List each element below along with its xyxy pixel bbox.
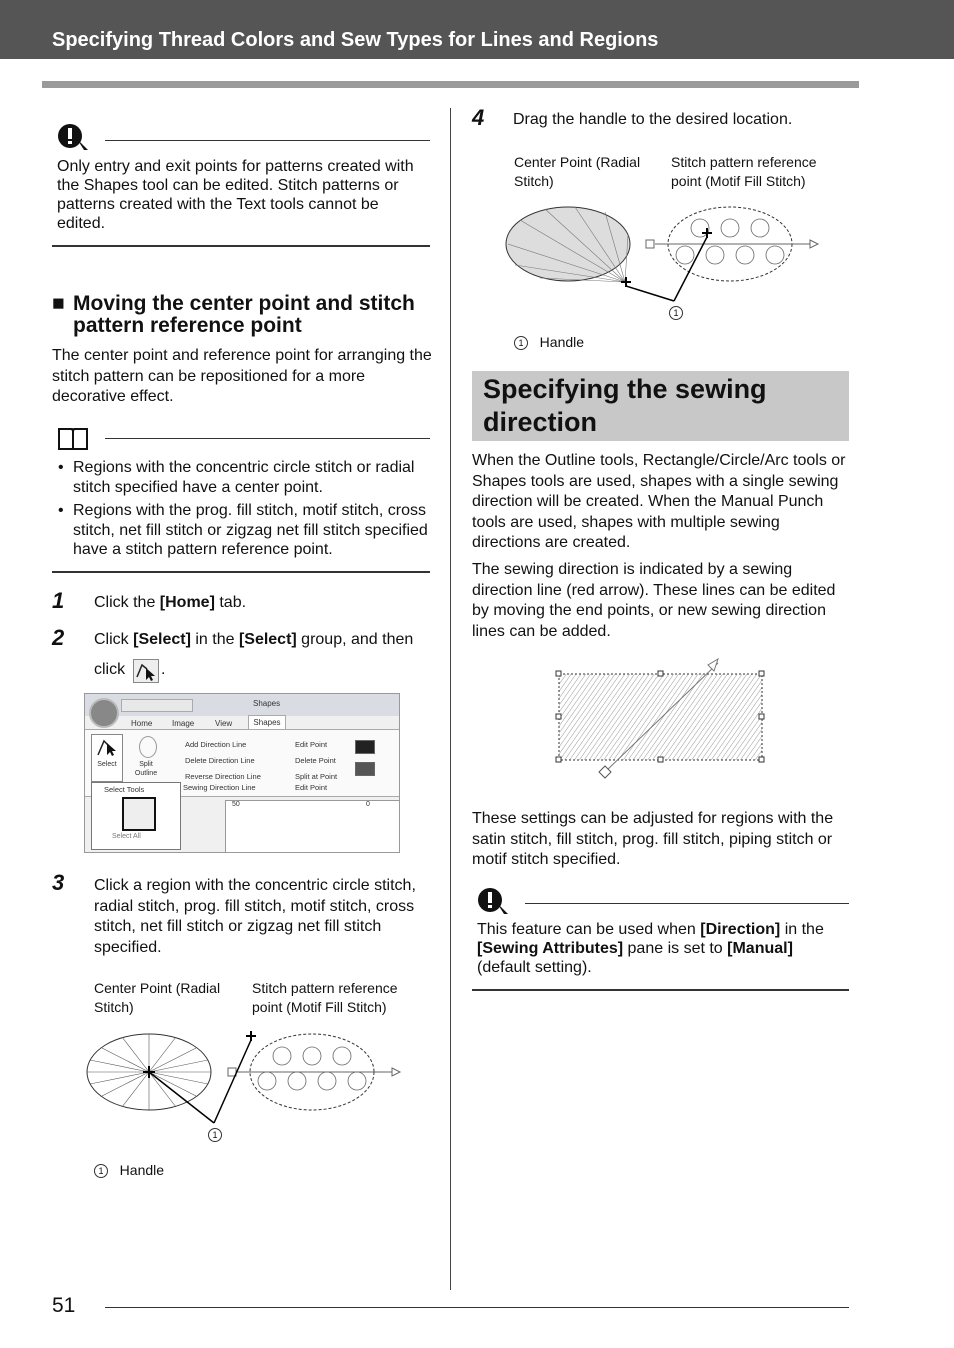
handle-legend [94, 1161, 164, 1180]
step-2-bold1: [Select] [133, 631, 191, 648]
step-2-period: . [161, 661, 166, 678]
legend-text: Handle [119, 1162, 165, 1178]
step-2-number: 2 [52, 625, 65, 650]
quick-access-toolbar[interactable] [121, 699, 193, 712]
split-outline-icon [139, 736, 157, 758]
note-rule-right [525, 903, 849, 904]
note-bold-direction: [Direction] [700, 921, 781, 938]
note-mid2: pane is set to [623, 940, 728, 957]
callout-number: 1 [208, 1128, 222, 1142]
select-tools-label: Select Tools [104, 785, 145, 794]
step-2-mid: in the [190, 631, 239, 648]
delete-point[interactable]: Delete Point [295, 756, 336, 765]
edit-point-group [281, 737, 337, 785]
fig-label-center-point-right: Center Point (Radial Stitch) [514, 154, 641, 189]
note-bold-manual: [Manual] [727, 940, 793, 957]
legend-text-right: Handle [539, 334, 585, 350]
select-tools-popup [91, 782, 181, 850]
select-tool-icon [133, 659, 159, 683]
app-button[interactable] [89, 698, 119, 728]
legend-number-right: 1 [514, 336, 528, 350]
ruler-0: 0 [366, 801, 370, 808]
callout-number-right: 1 [669, 306, 683, 320]
step-2-text [94, 625, 434, 655]
section-intro: The center point and reference point for arranging the stitch pattern can be repositioned for a more decorative effect. [52, 347, 432, 405]
note-pre: This feature can be used when [477, 921, 701, 938]
note-caution-text: Only entry and exit points for patterns created with the Shapes tool can be edited. Stitch patterns or patterns created with the Text tools cannot be edited. [57, 158, 414, 232]
caution-icon-right [477, 887, 511, 915]
step-1-pre: Click the [94, 594, 160, 611]
sewing-direction-figure [550, 655, 775, 780]
ruler-50: 50 [232, 801, 240, 808]
note-rule [105, 140, 430, 141]
color-swatch[interactable] [355, 740, 375, 754]
section-heading [52, 293, 432, 337]
fig-label-center-point: Center Point (Radial Stitch) [94, 980, 221, 1015]
canvas-area [225, 800, 400, 853]
footer-rule [105, 1307, 849, 1308]
legend-number: 1 [94, 1164, 108, 1178]
sewing-direction-para1: When the Outline tools, Rectangle/Circle/Arc tools or Shapes tools are used, shapes with a single sewing direction will be created. When the Manual Punch tools are used, shapes with multiple sewing directions are created. [472, 452, 846, 551]
fig-handle-callout-right [669, 304, 683, 322]
delete-direction-line[interactable]: Delete Direction Line [185, 756, 255, 765]
note-post: (default setting). [477, 959, 592, 976]
page-header-title: Specifying Thread Colors and Sew Types for Lines and Regions [52, 29, 659, 51]
tab-home[interactable]: Home [131, 719, 153, 728]
step-2-line2 [94, 655, 125, 685]
header-underbar [42, 81, 859, 88]
memo-list [52, 458, 430, 564]
reverse-direction-line[interactable]: Reverse Direction Line [185, 772, 261, 781]
memo-bottom-rule [52, 571, 430, 573]
section-marker: ■ [52, 292, 65, 315]
memo-item: • Regions with the prog. fill stitch, motif stitch, cross stitch, net fill stitch or zigzag net fill stitch specified have a stitch pattern reference point. [52, 501, 430, 560]
select-pointer-icon [92, 735, 122, 759]
fig-label-reference-point-right: Stitch pattern reference point (Motif Fill Stitch) [671, 154, 817, 189]
memo-item: • Regions with the concentric circle stitch or radial stitch specified have a center point. [52, 458, 430, 497]
handle-legend-right [514, 333, 584, 352]
section-heading-sewing-direction: Specifying the sewing direction [483, 374, 767, 437]
tab-shapes[interactable]: Shapes [248, 715, 286, 730]
ribbon-title: Shapes [253, 699, 281, 708]
split-at-point[interactable]: Split at Point [295, 772, 338, 781]
section-heading-text: Moving the center point and stitch pattern reference point [73, 292, 415, 337]
ribbon-screenshot [84, 693, 400, 853]
fig-handle-callout [208, 1126, 222, 1144]
stitch-figure-before [82, 1026, 407, 1146]
direction-group-label: Sewing Direction Line [183, 783, 256, 792]
page-header [0, 0, 954, 59]
book-memo-icon [57, 425, 91, 451]
color-swatch-2[interactable] [355, 762, 375, 776]
column-divider [450, 108, 451, 1290]
sewing-direction-para3: These settings can be adjusted for regions with the satin stitch, fill stitch, prog. fill stitch, piping stitch or motif stitch specified. [472, 810, 834, 868]
add-direction-line[interactable]: Add Direction Line [185, 740, 247, 749]
stitch-figure-after [500, 200, 830, 325]
step-3-text: Click a region with the concentric circle stitch, radial stitch, prog. fill stitch, motif stitch, cross stitch, net fill stitch or zigzag net fill stitch specified. [94, 877, 416, 956]
caution-icon [57, 123, 91, 151]
step-4-text: Drag the handle to the desired location. [513, 111, 793, 128]
select-label: Select [97, 761, 117, 768]
select-all-label[interactable]: Select All [112, 833, 141, 840]
select-tools-button[interactable] [122, 797, 156, 831]
step-2-post1: group, and then [296, 631, 414, 648]
section-heading-box [472, 371, 849, 441]
sewing-direction-para2: The sewing direction is indicated by a sewing direction line (red arrow). These lines can be edited by moving the end points, or new sewing direction lines can be added. [472, 561, 836, 640]
edit-point[interactable]: Edit Point [295, 740, 328, 749]
page-number: 51 [52, 1294, 76, 1317]
step-2-pre: Click [94, 631, 134, 648]
note-mid: in the [780, 921, 824, 938]
fig-label-reference-point: Stitch pattern reference point (Motif Fill Stitch) [252, 980, 398, 1015]
step-4-number: 4 [472, 105, 485, 130]
step-2-bold2: [Select] [238, 631, 297, 648]
note-direction-text [477, 920, 847, 977]
step-1-post: tab. [214, 594, 247, 611]
step-2-post2: click [94, 661, 126, 678]
select-button[interactable] [91, 734, 123, 782]
edit-point-group-label: Edit Point [295, 783, 328, 792]
step-1-number: 1 [52, 588, 65, 613]
note-bold-sewing-attributes: [Sewing Attributes] [477, 940, 624, 957]
tab-image[interactable]: Image [172, 719, 195, 728]
note-bottom-rule [52, 245, 430, 247]
split-outline-label: Split Outline [134, 761, 158, 777]
memo-rule [105, 438, 430, 439]
step-3-number: 3 [52, 870, 65, 895]
step-1-text [94, 588, 246, 618]
direction-group [171, 737, 261, 785]
tab-view[interactable]: View [215, 719, 233, 728]
step-1-bold: [Home] [159, 594, 215, 611]
note-bottom-rule-right [472, 989, 849, 991]
split-outline-button[interactable] [131, 734, 161, 780]
